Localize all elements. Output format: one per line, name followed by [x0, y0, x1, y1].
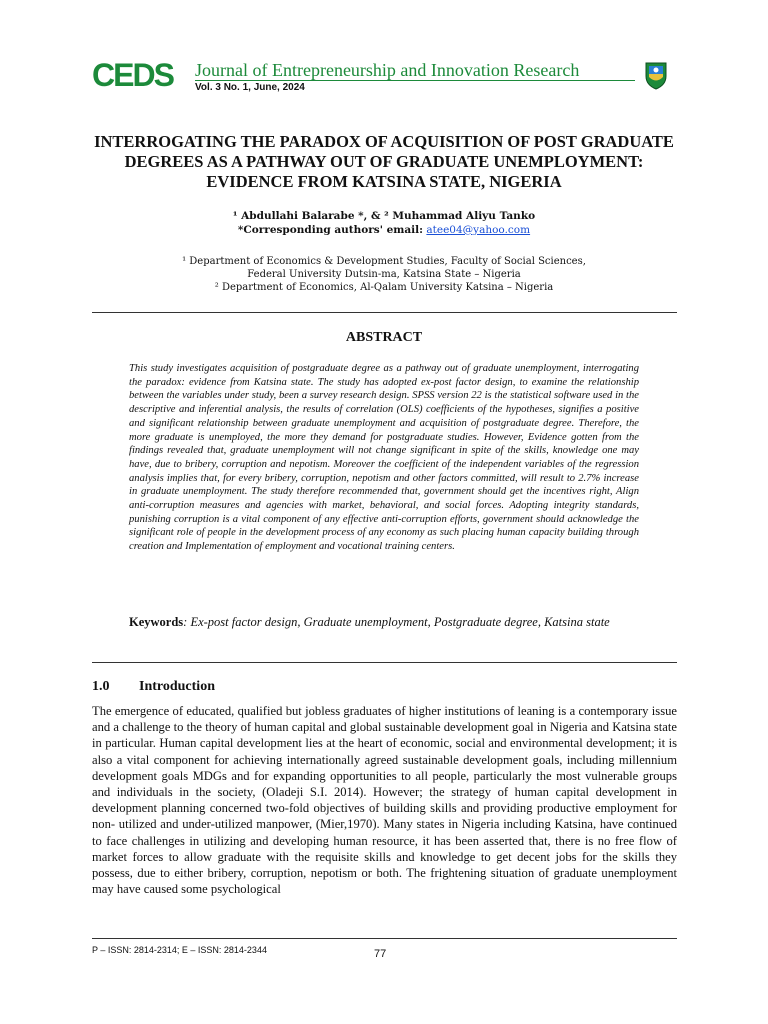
journal-logo: CEDS: [92, 57, 173, 93]
author-email-link[interactable]: atee04@yahoo.com: [426, 224, 531, 236]
article-title: INTERROGATING THE PARADOX OF ACQUISITION OF POST GRADUATE DEGREES AS A PATHWAY OUT OF GRADUATE UNEMPLOYMENT: EVIDENCE FROM KATSINA STATE, NIGERIA: [94, 132, 674, 191]
header-divider: [195, 80, 635, 81]
abstract-bottom-rule: [92, 662, 677, 663]
keywords: [129, 614, 639, 630]
section-heading: [92, 679, 215, 695]
section-number: 1.0: [92, 679, 110, 694]
volume-info: Vol. 3 No. 1, June, 2024: [195, 82, 305, 93]
abstract-top-rule: [92, 312, 677, 313]
affiliation-2: ² Department of Economics, Al-Qalam University Katsina – Nigeria: [214, 282, 554, 293]
issn-info: P – ISSN: 2814-2314; E – ISSN: 2814-2344: [92, 945, 267, 955]
journal-header: [92, 58, 672, 98]
journal-name: Journal of Entrepreneurship and Innovation Research: [195, 60, 580, 80]
author-block: [92, 209, 676, 237]
affiliations: [92, 255, 676, 294]
keywords-label: Keywords: [129, 615, 184, 629]
abstract-text: This study investigates acquisition of postgraduate degree as a pathway out of graduate unemployment, interrogating the paradox: evidence from Katsina state. The study has adopted ex-post factor design, to examine the relationship between the variables under study, been a survey research design. SPSS version 22 is the statistical software used in the descriptive and inferential analysis, the results of correlation (OLS) coefficients of the hypotheses, signifies a positive and significant relationship between graduate unemployment and acquisition of postgraduate degree. Therefore, the more graduate is unemployed, the more they demand for postgraduate studies. However, Evidence gotten from the findings revealed that, graduate unemployment will not change significant in spite of the skills, knowledge one may have, due to bribery, corruption and nepotism. Moreover the coefficient of the independent variables of the regression analysis implies that, for every bribery, corruption, nepotism and other factors committed, will result to 2.7% increase in graduate unemployment. The study therefore recommended that, government should get the incentives right, Align anti-corruption measures and agencies with market, behavioral, and social forces. Adopting integrity standards, punishing corruption is a vital component of any effective anti-corruption efforts, government should acknowledge the significant role of people in the development process of any economy as such placing human capacity building through creation and Implementation of employment and vocational training centers.: [129, 363, 639, 553]
abstract-heading: ABSTRACT: [345, 330, 423, 345]
keywords-list: : Ex-post factor design, Graduate unemployment, Postgraduate degree, Katsina state: [183, 615, 610, 629]
section-title: Introduction: [139, 679, 215, 694]
footer-divider: [92, 938, 677, 939]
corresponding-line: [92, 223, 676, 237]
affiliation-1a: ¹ Department of Economics & Development Studies, Faculty of Social Sciences,: [182, 256, 586, 267]
introduction-text: The emergence of educated, qualified but jobless graduates of higher institutions of leaning is a contemporary issue and a challenge to the theory of human capital and global sustainable development goal in Nigeria and Katsina state in particular. Human capital development lies at the heart of economic, social and environmental development; it is also a vital component for achieving internationally agreed sustainable development goals, including millennium development goals MDGs and for expanding opportunities to all people, particularly the most vulnerable groups and individuals in the society, (Oladeji S.I. 2014). However; the strategy of human capital development in development planning concerned two-fold objectives of building skills and providing productive employment for non- utilized and under-utilized manpower, (Mier,1970). Many states in Nigeria including Katsina, have continued to face challenges in utilizing and developing human resource, it has been asserted that, there is no free flow of market forces to allow graduate with the requisite skills and knowledge to get decent jobs for the skills they possess, due to either bribery, corruption, nepotism or both. The frightening situation of graduate unemployment may have caused some psychological: [92, 704, 677, 897]
affiliation-1b: Federal University Dutsin-ma, Katsina State – Nigeria: [247, 269, 521, 280]
page-number: 77: [374, 948, 387, 960]
author-names: ¹ Abdullahi Balarabe *, & ² Muhammad Aliyu Tanko: [232, 210, 536, 222]
university-crest-icon: [644, 60, 668, 90]
corresponding-label: *Corresponding authors' email:: [237, 224, 424, 236]
